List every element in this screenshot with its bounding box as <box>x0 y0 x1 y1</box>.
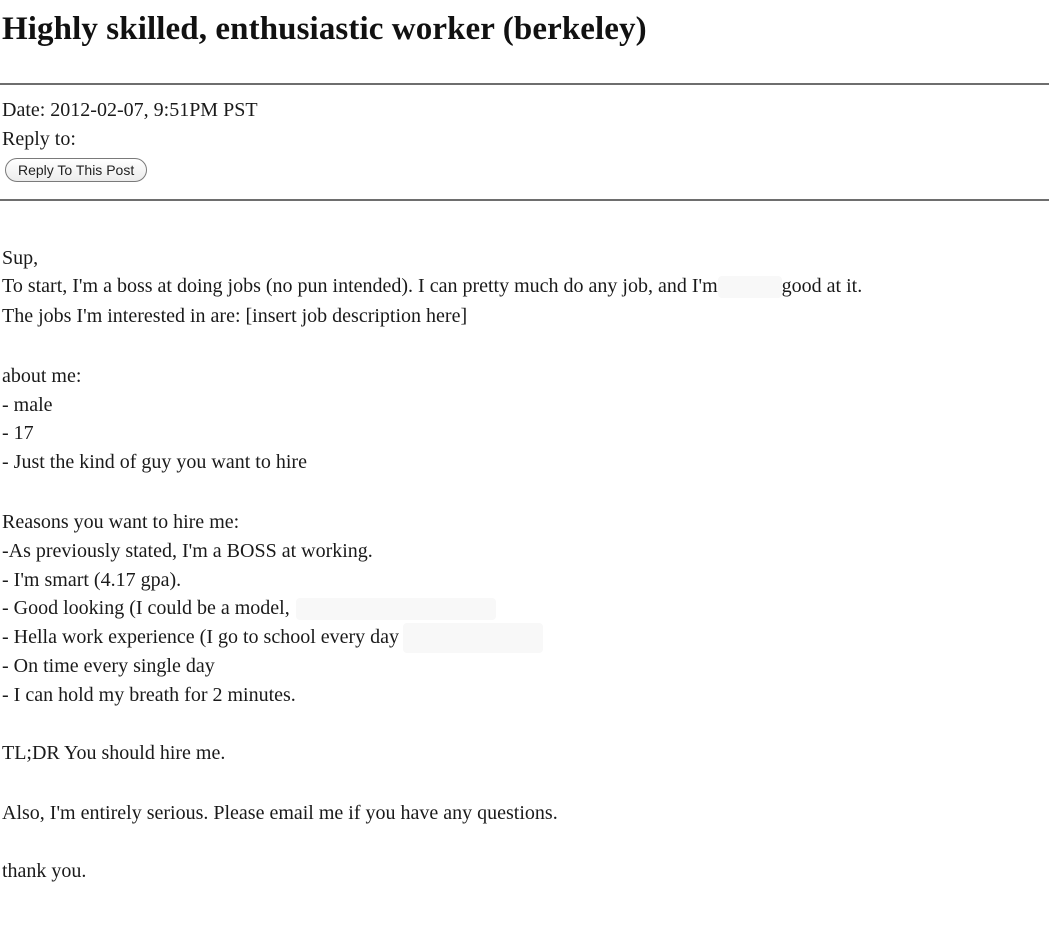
posting-date: Date: 2012-02-07, 9:51PM PST <box>2 99 258 121</box>
intro-text-part-2: good at it. <box>781 275 863 297</box>
about-item: - male <box>2 394 53 416</box>
reason-text: - Good looking (I could be a model, <box>2 597 290 619</box>
redacted-area <box>296 598 496 620</box>
redacted-area <box>403 623 543 653</box>
about-item: - 17 <box>2 422 34 444</box>
contact-text: Also, I'm entirely serious. Please email me if you have any questions. <box>2 802 558 824</box>
reasons-heading: Reasons you want to hire me: <box>2 511 240 533</box>
about-heading: about me: <box>2 365 82 387</box>
posting-title: Highly skilled, enthusiastic worker (berkeley) <box>2 11 647 47</box>
redacted-area <box>718 276 782 298</box>
reason-item <box>2 594 496 622</box>
reply-to-label: Reply to: <box>2 128 76 150</box>
intro-line-1 <box>2 272 862 300</box>
about-item: - Just the kind of guy you want to hire <box>2 451 307 473</box>
intro-text-part-1: To start, I'm a boss at doing jobs (no pun intended). I can pretty much do any job, and I'm <box>2 275 718 297</box>
intro-line-2: The jobs I'm interested in are: [insert job description here] <box>2 305 468 327</box>
tldr-text: TL;DR You should hire me. <box>2 742 226 764</box>
reason-item <box>2 623 543 653</box>
closing-text: thank you. <box>2 860 87 882</box>
reason-item: - I can hold my breath for 2 minutes. <box>2 684 296 706</box>
header-divider <box>0 83 1049 85</box>
body-divider <box>0 199 1049 201</box>
reason-item: - I'm smart (4.17 gpa). <box>2 569 182 591</box>
reason-text: - Hella work experience (I go to school every day <box>2 626 400 648</box>
reply-to-post-button[interactable]: Reply To This Post <box>5 158 147 182</box>
reason-item: - On time every single day <box>2 655 215 677</box>
reason-item: -As previously stated, I'm a BOSS at working. <box>2 540 373 562</box>
greeting-text: Sup, <box>2 247 39 269</box>
